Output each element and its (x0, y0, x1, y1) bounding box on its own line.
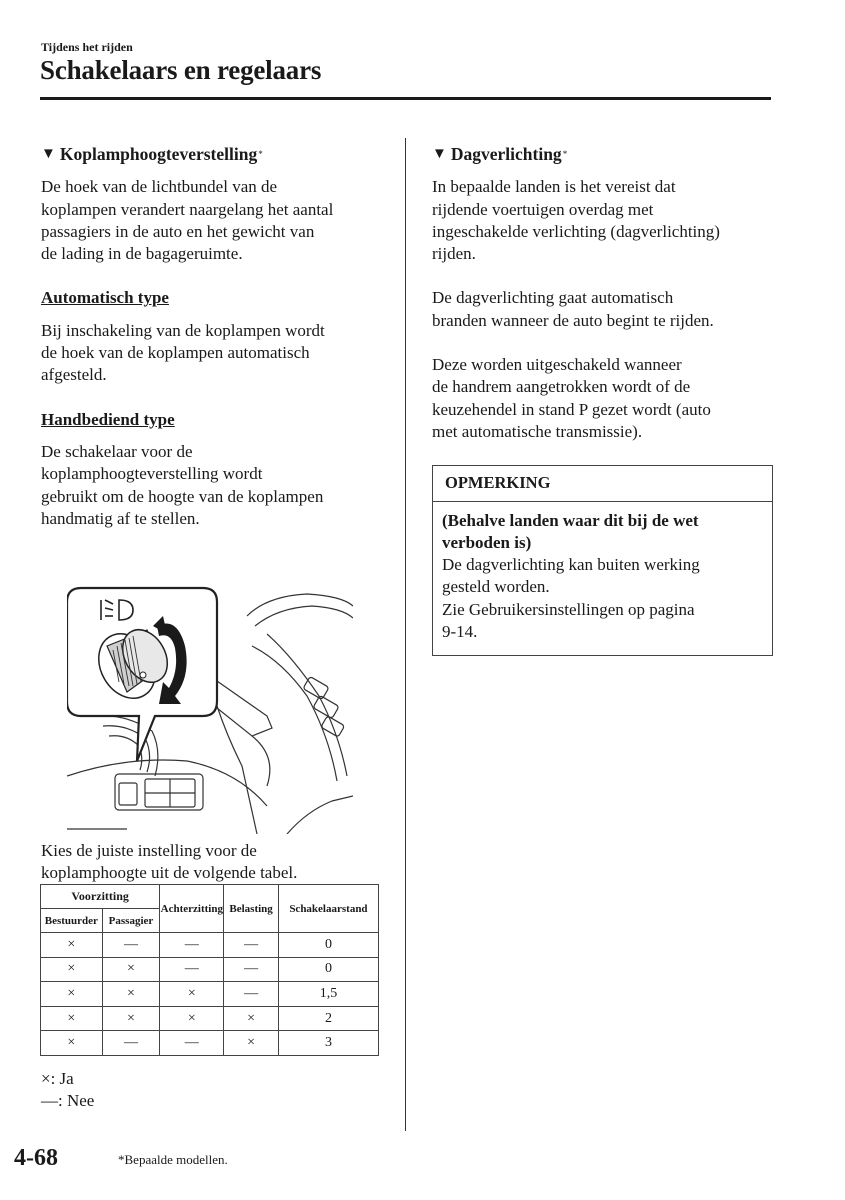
subheading-manual: Handbediend type (41, 409, 175, 429)
right-column (432, 143, 772, 656)
table-row (41, 1031, 379, 1056)
table-cell: × (102, 982, 160, 1007)
page-title: Schakelaars en regelaars (40, 55, 322, 85)
table-cell: — (160, 957, 224, 982)
automatic-paragraph: Bij inschakeling van de koplampen wordt de hoek van de koplampen automatisch afgesteld. (41, 320, 325, 385)
note-body (433, 502, 772, 656)
note-text: De dagverlichting kan buiten werking gesteld worden. Zie Gebruikersinstellingen op pagina 9-14. (442, 555, 700, 642)
table-row (41, 957, 379, 982)
table-cell: × (41, 1031, 103, 1056)
table-cell: × (224, 1006, 279, 1031)
header-switch-position: Schakelaarstand (278, 885, 378, 933)
asterisk-marker: * (258, 149, 263, 159)
manual-paragraph: De schakelaar voor de koplamphoogteverstelling wordt gebruikt om de hoogte van de koplampen handmatig af te stellen. (41, 441, 324, 528)
table-legend (41, 1068, 94, 1113)
section-heading-headlight-leveling (41, 143, 381, 165)
table-cell: × (102, 957, 160, 982)
subheading-automatic: Automatisch type (41, 288, 169, 308)
column-divider (405, 138, 406, 1131)
table-cell: 1,5 (278, 982, 378, 1007)
headlight-leveling-table (40, 884, 379, 1056)
table-row (41, 982, 379, 1007)
table-row (41, 1006, 379, 1031)
header-front-seat: Voorzitting (41, 885, 160, 909)
table-cell: — (224, 957, 279, 982)
legend-no: —: Nee (41, 1091, 95, 1111)
daytime-paragraph-3: Deze worden uitgeschakeld wanneer de handrem aangetrokken wordt of de keuzehendel in stand P gezet wordt (auto met automatische transmissie). (432, 355, 711, 441)
daytime-paragraph-2: De dagverlichting gaat automatisch branden wanneer de auto begint te rijden. (432, 288, 714, 330)
note-condition: (Behalve landen waar dit bij de wet verboden is) (442, 510, 699, 552)
table-cell: × (41, 1006, 103, 1031)
table-cell: × (160, 982, 224, 1007)
heading-text: Dagverlichting (450, 144, 562, 164)
footnote: *Bepaalde modellen. (118, 1152, 228, 1167)
header-load: Belasting (224, 885, 279, 933)
asterisk-marker: * (562, 149, 568, 159)
table-caption: Kies de juiste instelling voor de koplamphoogte uit de volgende tabel. (41, 841, 298, 883)
table-cell: — (224, 933, 279, 958)
table-cell: — (160, 933, 224, 958)
section-heading-daytime-lights (432, 143, 772, 165)
table-cell: × (41, 982, 103, 1007)
table-cell: 3 (278, 1031, 378, 1056)
intro-paragraph: De hoek van de lichtbundel van de koplampen verandert naargelang het aantal passagiers in de auto en het gewicht van de lading in de bagageruimte. (41, 177, 334, 264)
table-cell: 0 (278, 933, 378, 958)
table-cell: — (102, 933, 160, 958)
table-cell: × (41, 933, 103, 958)
table-cell: × (41, 957, 103, 982)
table-cell: — (224, 982, 279, 1007)
title-divider (40, 97, 771, 100)
table-row (41, 933, 379, 958)
triangle-marker-icon: ▼ (432, 146, 447, 162)
table-cell: 0 (278, 957, 378, 982)
daytime-paragraph-1: In bepaalde landen is het vereist dat rijdende voertuigen overdag met ingeschakelde verlichting (dagverlichting) rijden. (432, 177, 720, 264)
header-rear-seat: Achterzitting (160, 885, 224, 933)
header-driver: Bestuurder (41, 909, 103, 933)
note-title: OPMERKING (433, 466, 772, 501)
page-number: 4-68 (14, 1145, 58, 1171)
table-cell: × (102, 1006, 160, 1031)
heading-text: Koplamphoogteverstelling (59, 144, 258, 164)
triangle-marker-icon: ▼ (41, 146, 56, 162)
table-cell: — (102, 1031, 160, 1056)
legend-yes: ×: Ja (41, 1069, 74, 1088)
table-header-row (41, 885, 379, 909)
table-cell: — (160, 1031, 224, 1056)
table-cell: 2 (278, 1006, 378, 1031)
table-cell: × (160, 1006, 224, 1031)
left-column (41, 143, 381, 530)
chapter-label: Tijdens het rijden (41, 40, 133, 54)
note-box (432, 465, 773, 656)
table-cell: × (224, 1031, 279, 1056)
header-passenger: Passagier (102, 909, 160, 933)
headlight-leveling-switch-illustration (67, 586, 353, 834)
